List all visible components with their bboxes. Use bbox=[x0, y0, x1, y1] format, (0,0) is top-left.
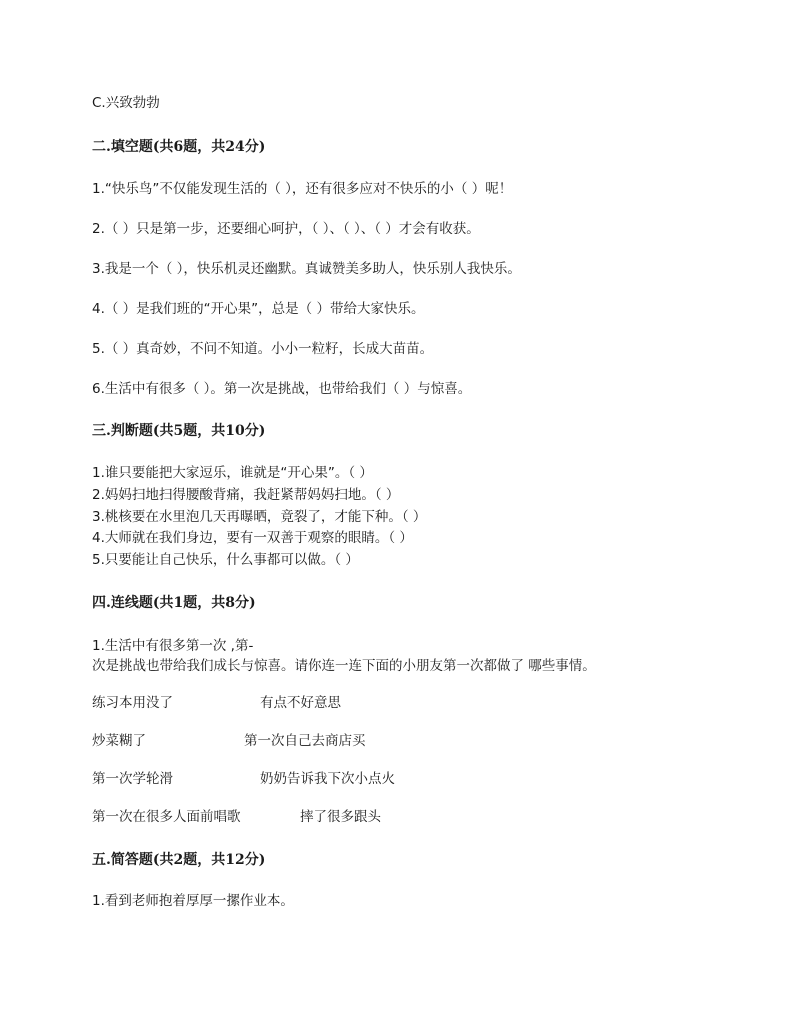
prev-option-c: C.兴致勃勃 bbox=[92, 95, 160, 111]
section-4-title: 四.连线题(共1题，共8分) bbox=[92, 595, 256, 611]
fill-question-3: 3.我是一个（ ），快乐机灵还幽默。真诚赞美多助人，快乐别人我快乐。 bbox=[92, 261, 521, 277]
fill-question-4: 4.（ ）是我们班的“开心果”，总是（ ）带给大家快乐。 bbox=[92, 301, 425, 317]
judge-question-4: 4.大师就在我们身边，要有一双善于观察的眼睛。（ ） bbox=[92, 530, 413, 546]
match-right-item-4: 摔了很多跟头 bbox=[300, 809, 381, 825]
judge-question-1: 1.谁只要能把大家逗乐，谁就是“开心果”。（ ） bbox=[92, 465, 373, 481]
short-answer-question-1: 1.看到老师抱着厚厚一摞作业本。 bbox=[92, 893, 294, 909]
match-right-item-2: 第一次自己去商店买 bbox=[244, 733, 366, 749]
judge-question-5: 5.只要能让自己快乐，什么事都可以做。（ ） bbox=[92, 552, 359, 568]
fill-question-6: 6.生活中有很多（ ）。第一次是挑战，也带给我们（ ）与惊喜。 bbox=[92, 381, 472, 397]
match-question-line-2: 次是挑战也带给我们成长与惊喜。请你连一连下面的小朋友第一次都做了 哪些事情。 bbox=[92, 658, 596, 674]
judge-question-2: 2.妈妈扫地扫得腰酸背痛，我赶紧帮妈妈扫地。（ ） bbox=[92, 487, 400, 503]
match-left-item-1: 练习本用没了 bbox=[92, 695, 173, 711]
match-left-item-2: 炒菜糊了 bbox=[92, 733, 146, 749]
judge-question-3: 3.桃核要在水里泡几天再曝晒，竟裂了，才能下种。（ ） bbox=[92, 509, 427, 525]
fill-question-1: 1.“快乐鸟”不仅能发现生活的（ ），还有很多应对不快乐的小（ ）呢！ bbox=[92, 181, 513, 197]
match-right-item-3: 奶奶告诉我下次小点火 bbox=[260, 771, 395, 787]
section-3-title: 三.判断题(共5题，共10分) bbox=[92, 423, 266, 439]
section-2-title: 二.填空题(共6题，共24分) bbox=[92, 139, 266, 155]
fill-question-5: 5.（ ）真奇妙，不问不知道。小小一粒籽，长成大苗苗。 bbox=[92, 341, 434, 357]
match-left-item-3: 第一次学轮滑 bbox=[92, 771, 173, 787]
section-5-title: 五.简答题(共2题，共12分) bbox=[92, 852, 266, 868]
match-question-line-1: 1.生活中有很多第一次 ,第- bbox=[92, 638, 254, 654]
match-right-item-1: 有点不好意思 bbox=[260, 695, 341, 711]
fill-question-2: 2.（ ）只是第一步，还要细心呵护，（ ）、（ ）、（ ）才会有收获。 bbox=[92, 221, 480, 237]
match-left-item-4: 第一次在很多人面前唱歌 bbox=[92, 809, 241, 825]
